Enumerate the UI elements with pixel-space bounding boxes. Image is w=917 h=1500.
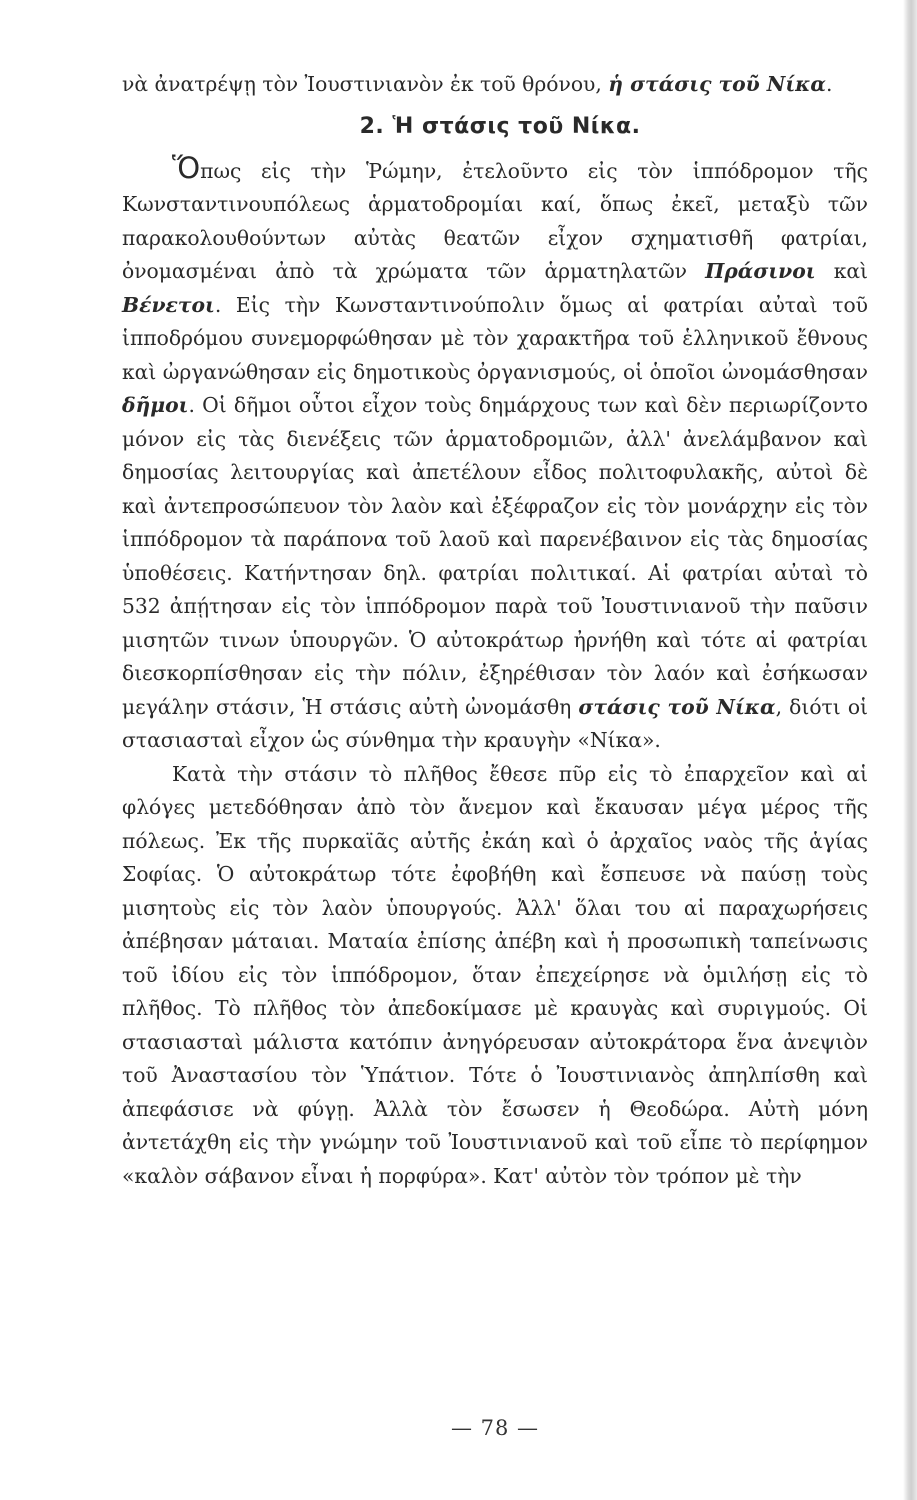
opening-text: νὰ ἀνατρέψῃ τὸν Ἰουστινιανὸν ἐκ τοῦ θρόνου,	[122, 72, 602, 96]
paragraph-factions-text-1: πως εἰς τὴν Ῥώμην, ἐτελοῦντο εἰς τὸν ἱππόδρομον τῆς Κωνσταντινουπόλεως ἁρματοδρομίαι καί, ὅπως ἐκεῖ, μεταξὺ τῶν παρακολουθούντων αὐτὰς θεατῶν εἶχον σχηματισθῆ φατρίαι, ὀνομασμέναι ἀπὸ τὰ χρώματα τῶν ἁρματηλατῶν	[122, 158, 868, 283]
page-number: — 78 —	[450, 1416, 540, 1440]
section-title: 2. Ἡ στάσις τοῦ Νίκα.	[359, 113, 641, 139]
paragraph-factions	[122, 150, 869, 758]
opening-paragraph	[122, 68, 868, 102]
paragraph-factions-text-3: . Εἰς τὴν Κωνσταντινούπολιν ὅμως αἱ φατρίαι αὐταὶ τοῦ ἱπποδρόμου συνεμορφώθησαν μὲ τὸν χαρακτῆρα τοῦ ἑλληνικοῦ ἔθνους καὶ ὠργανώθησαν εἰς δημοτικοὺς ὀργανισμούς, οἱ ὁποῖοι ὠνομάσθησαν	[122, 292, 868, 384]
term-stasis-nika: στάσις τοῦ Νίκα	[578, 694, 776, 719]
opening-end: .	[825, 72, 833, 96]
term-venetoi: Βένετοι	[122, 292, 215, 317]
drop-cap: Ὅ	[172, 150, 201, 185]
paragraph-factions-text-2: καὶ	[833, 259, 869, 283]
paragraph-factions-text-5: , διότι οἱ στασιασταὶ εἶχον ὡς σύνθημα τὴν κραυγὴν «Νίκα».	[122, 694, 868, 752]
paragraph-revolt: Κατὰ τὴν στάσιν τὸ πλῆθος ἔθεσε πῦρ εἰς τὸ ἐπαρχεῖον καὶ αἱ φλόγες μετεδόθησαν ἀπὸ τὸν ἄνεμον καὶ ἔκαυσαν μέγα μέρος τῆς πόλεως. Ἐκ τῆς πυρκαϊᾶς αὐτῆς ἐκάη καὶ ὁ ἀρχαῖος ναὸς τῆς ἁγίας Σοφίας. Ὁ αὐτοκράτωρ τότε ἐφοβήθη καὶ ἔσπευσε νὰ παύσῃ τοὺς μισητοὺς εἰς τὸν λαὸν ὑπουργούς. Ἀλλ' ὅλαι του αἱ παραχωρήσεις ἀπέβησαν μάταιαι. Ματαία ἐπίσης ἀπέβη καὶ ἡ προσωπικὴ ταπείνωσις τοῦ ἰδίου εἰς τὸν ἱππόδρομον, ὅταν ἐπεχείρησε νὰ ὁμιλήσῃ εἰς τὸ πλῆθος. Τὸ πλῆθος τὸν ἀπεδοκίμασε μὲ κραυγὰς καὶ συριγμούς. Οἱ στασιασταὶ μάλιστα κατόπιν ἀνηγόρευσαν αὐτοκράτορα ἕνα ἀνεψιὸν τοῦ Ἀναστασίου τὸν Ὑπάτιον. Τότε ὁ Ἰουστινιανὸς ἀπηλπίσθη καὶ ἀπεφάσισε νὰ φύγῃ. Ἀλλὰ τὸν ἔσωσεν ἡ Θεοδώρα. Αὐτὴ μόνη ἀντετάχθη εἰς τὴν γνώμην τοῦ Ἰουστινιανοῦ καὶ τοῦ εἶπε τὸ περίφημον «καλὸν σάβανον εἶναι ἡ πορφύρα». Κατ' αὐτὸν τὸν τρόπον μὲ τὴν	[122, 761, 868, 1188]
term-dimoi: δῆμοι	[122, 393, 189, 417]
paragraph-factions-text-4: . Οἱ δῆμοι οὗτοι εἶχον τοὺς δημάρχους των καὶ δὲν περιωρίζοντο μόνον εἰς τὰς διενέξεις τῶν ἁρματοδρομιῶν, ἀλλ' ἀνελάμβανον καὶ δημοσίας λειτουργίας καὶ ἀπετέλουν εἶδος πολιτοφυλακῆς, αὐτοὶ δὲ καὶ ἀντεπροσώπευον τὸν λαὸν καὶ ἐξέφραζον εἰς τὸν μονάρχην εἰς τὸν ἱππόδρομον τὰ παράπονα τοῦ λαοῦ καὶ παρενέβαινον εἰς τὰς δημοσίας ὑποθέσεις. Κατήντησαν δηλ. φατρίαι πολιτικαί. Αἱ φατρίαι αὐταὶ τὸ 532 ἀπῄτησαν εἰς τὸν ἱππόδρομον παρὰ τοῦ Ἰουστινιανοῦ τὴν παῦσιν μισητῶν τινων ὑπουργῶν. Ὁ αὐτοκράτωρ ἠρνήθη καὶ τότε αἱ φατρίαι διεσκορπίσθησαν εἰς τὴν πόλιν, ἐξηρέθισαν τὸν λαόν καὶ ἐσήκωσαν μεγάλην στάσιν, Ἡ στάσις αὐτὴ ὠνομάσθη	[122, 393, 868, 719]
opening-emphasis: ἡ στάσις τοῦ Νίκα	[608, 72, 826, 96]
book-page	[122, 68, 869, 1440]
term-prasinoi: Πράσινοι	[705, 259, 816, 283]
binding-edge	[903, 0, 917, 1500]
